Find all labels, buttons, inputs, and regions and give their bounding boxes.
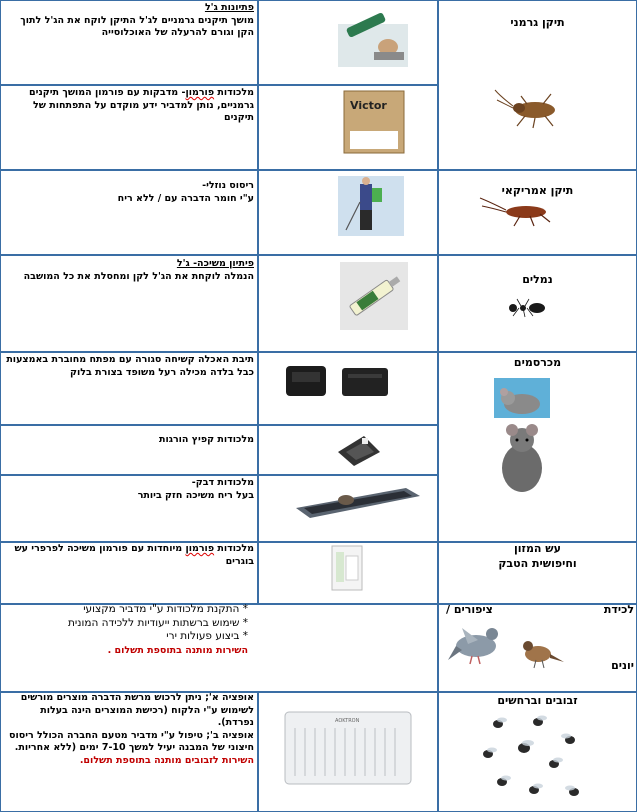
option-a-text: אופציה א'; ניתן לרכוש מרשת הדברה מוצרים מורשים לשימוש ע"י הלקוח (רכישת המוצרים הינה בעלות נפרדת). (20, 692, 254, 728)
treatment-text (4, 477, 254, 502)
list-item: * התקנת מלכודות ע"י מדביר מקצועי (83, 603, 248, 615)
moth-trap-icon (332, 546, 362, 590)
pest-name: תיקן גרמני (510, 16, 565, 29)
bait-station-icon (282, 360, 410, 400)
treatment-keyword: פורמון (185, 543, 215, 554)
list-item: * ביצוע פעולות ירי (166, 630, 248, 642)
option-b-text: אופציה ב'; טיפול ע"י מדביר מטעם החברה הכולל ריסוס חיצוני של המבנה יעיל למשך 7-10 ימים (ללא אחריות. (9, 729, 254, 753)
ant-gel-syringe-icon (340, 262, 408, 330)
treatment-title: פיתיון משיכה- ג'ל (176, 258, 254, 269)
treatment-text (4, 258, 254, 283)
pest-name-line: וחיפושית הטבק (498, 557, 577, 570)
service-note: השירות מותנה בתוספת תשלום . (107, 644, 248, 656)
pest-name: נמלים (522, 273, 553, 286)
rat-icon (492, 420, 552, 496)
service-note: השירות לזבובים מותנה בתוספת תשלום. (79, 754, 254, 766)
treatment-text (4, 87, 254, 125)
pest-name: תיקן אמריקאי (501, 184, 574, 197)
treatment-keyword: פורמון (185, 87, 215, 98)
treatment-body: מושך תיקנים גרמניים לג'ל התיקן לוקח את הג'ל לתוך הקן וגורם להרעלה של האוכלוסייה (20, 14, 254, 38)
treatment-text: מלכודות קפיץ הורגות (158, 434, 254, 445)
gel-bait-photo-icon (338, 2, 408, 67)
spraying-photo-icon (338, 176, 404, 236)
ant-icon (505, 298, 551, 318)
treatment-body: מיוחדות עם פורמון משיכה לפרפרי עש בוגרים (14, 543, 254, 567)
treatment-text (4, 2, 254, 40)
pest-name: זבובים וברחשים (497, 694, 578, 707)
treatment-body: ע"י חומר הדברה עם / ללא ריח (117, 192, 254, 204)
device-brand-label: AOKTRON (335, 718, 360, 724)
pigeon-icon (448, 620, 503, 670)
bird-service-list (4, 603, 248, 657)
treatment-text (4, 543, 254, 568)
american-cockroach-icon (480, 198, 560, 228)
treatment-title: ריסוס נוזלי- (202, 180, 254, 191)
pest-name: מכרסמים (513, 356, 562, 369)
flies-icon (478, 712, 588, 804)
pest-name: יונים (611, 659, 634, 672)
fly-trap-device-icon (285, 712, 411, 784)
pest-name-line: עש המזון (514, 542, 561, 555)
treatment-prefix: מלכודות (214, 87, 254, 98)
treatment-text: תיבת האכלה קשיחה סגורה עם מפתח מחוברת באמצעות כבל בלדה מכילה רעל משופד בצורת בלוק (6, 354, 254, 378)
pest-name: ציפורים / (446, 603, 493, 616)
brand-logo: Victor (350, 99, 387, 112)
glue-trap-icon (296, 486, 420, 520)
treatment-cell (0, 425, 258, 475)
treatment-prefix: מלכודות (214, 543, 254, 554)
treatment-text (4, 692, 254, 767)
list-item: * שימוש ברשתות ייעודיות ללכידה המונית (68, 616, 248, 629)
treatment-body: - מדבקות עם פורמון המושך תיקנים גרמניים, נותן למדביר ידע מוקדם על התפתחות של תיקנים (29, 87, 254, 123)
treatment-body: הנמלה לוקחת את הג'ל לקן ומחסלת את כל המושבה (23, 270, 254, 282)
mouse-photo-icon (494, 378, 550, 418)
snap-trap-icon (334, 430, 384, 468)
german-cockroach-icon (495, 88, 575, 128)
treatment-title: מלכודות דבק- (191, 477, 254, 488)
sparrow-icon (516, 636, 566, 670)
pheromone-trap-box-icon (344, 91, 404, 153)
pest-name: לכידת (603, 603, 634, 616)
pest-name (440, 541, 635, 571)
treatment-title: פתיונות ג'ל (204, 2, 254, 13)
treatment-body: בעל ריח משיכה חזק ביותר (137, 489, 254, 501)
treatment-text (4, 180, 254, 205)
